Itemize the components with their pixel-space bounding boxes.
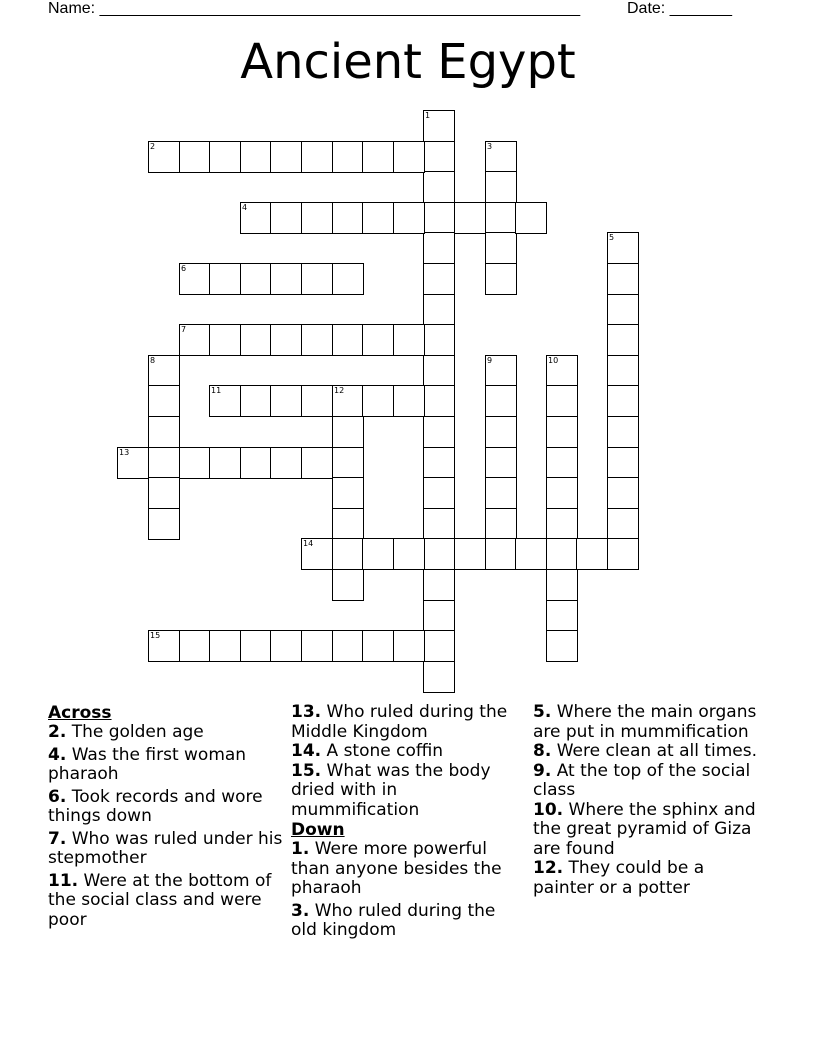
grid-cell[interactable] [179, 447, 211, 479]
clue-column-3 [533, 703, 768, 898]
grid-cell[interactable] [546, 600, 578, 632]
clue-down-8: 8. Were clean at all times. [533, 741, 758, 761]
grid-cell[interactable] [423, 232, 455, 264]
date-field-label: Date: _______ [627, 0, 732, 17]
grid-cell[interactable] [607, 416, 639, 448]
grid-cell[interactable] [423, 263, 455, 295]
clue-number: 14 [303, 539, 314, 548]
page-title: Ancient Egypt [240, 34, 576, 90]
grid-cell[interactable] [546, 538, 578, 570]
grid-cell[interactable] [362, 141, 394, 173]
grid-cell[interactable] [485, 477, 517, 509]
grid-cell[interactable] [485, 385, 517, 417]
clue-across-11: 11. Were at the bottom of the social class and were poor [48, 870, 272, 930]
grid-cell[interactable] [546, 385, 578, 417]
clue-number: 1 [425, 111, 431, 120]
grid-cell[interactable] [240, 324, 272, 356]
grid-cell[interactable] [423, 477, 455, 509]
grid-cell[interactable] [362, 202, 394, 234]
grid-cell[interactable] [393, 202, 425, 234]
clue-number: 10 [548, 356, 559, 365]
grid-cell[interactable] [423, 324, 455, 356]
clue-down-3: 3. Who ruled during the old kingdom [291, 900, 496, 940]
grid-cell[interactable] [485, 202, 517, 234]
grid-cell[interactable] [485, 141, 517, 173]
grid-cell[interactable] [393, 141, 425, 173]
grid-cell[interactable] [454, 202, 486, 234]
grid-cell[interactable] [332, 477, 364, 509]
clue-number: 8 [150, 356, 156, 365]
grid-cell[interactable] [546, 569, 578, 601]
grid-cell[interactable] [607, 232, 639, 264]
grid-cell[interactable] [393, 385, 425, 417]
grid-cell[interactable] [485, 232, 517, 264]
grid-cell[interactable] [301, 324, 333, 356]
grid-cell[interactable] [270, 385, 302, 417]
clue-number: 13 [119, 448, 130, 457]
clue-down-12: 12. They could be a painter or a potter [533, 858, 705, 898]
name-field-label: Name: ______________________________________________________ [48, 0, 581, 17]
clue-number: 11 [211, 386, 222, 395]
clue-column-2 [291, 703, 526, 944]
grid-cell[interactable] [301, 202, 333, 234]
grid-cell[interactable] [423, 294, 455, 326]
grid-cell[interactable] [179, 630, 211, 662]
grid-cell[interactable] [423, 661, 455, 693]
grid-cell[interactable] [332, 324, 364, 356]
clue-number: 12 [334, 386, 345, 395]
grid-cell[interactable] [332, 263, 364, 295]
grid-cell[interactable] [209, 141, 241, 173]
grid-cell[interactable] [423, 171, 455, 203]
grid-cell[interactable] [607, 355, 639, 387]
grid-cell[interactable] [240, 630, 272, 662]
grid-cell[interactable] [485, 447, 517, 479]
grid-cell[interactable] [301, 141, 333, 173]
clue-number: 7 [181, 325, 187, 334]
clue-number: 4 [242, 203, 248, 212]
grid-cell[interactable] [423, 202, 455, 234]
grid-cell[interactable] [148, 355, 180, 387]
grid-cell[interactable] [117, 447, 149, 479]
clue-column-1 [48, 703, 283, 933]
grid-cell[interactable] [362, 324, 394, 356]
grid-cell[interactable] [423, 355, 455, 387]
grid-cell[interactable] [179, 263, 211, 295]
clue-down-10: 10. Where the sphinx and the great pyramid of Giza are found [533, 799, 756, 859]
clue-across-6: 6. Took records and wore things down [48, 786, 263, 826]
grid-cell[interactable] [301, 385, 333, 417]
grid-cell[interactable] [362, 630, 394, 662]
grid-cell[interactable] [546, 416, 578, 448]
grid-cell[interactable] [179, 324, 211, 356]
grid-cell[interactable] [209, 385, 241, 417]
grid-cell[interactable] [209, 447, 241, 479]
grid-cell[interactable] [607, 447, 639, 479]
grid-cell[interactable] [546, 477, 578, 509]
grid-cell[interactable] [270, 324, 302, 356]
grid-cell[interactable] [209, 263, 241, 295]
clue-down-5: 5. Where the main organs are put in mummification [533, 702, 757, 742]
grid-cell[interactable] [607, 294, 639, 326]
grid-cell[interactable] [423, 447, 455, 479]
grid-cell[interactable] [607, 538, 639, 570]
grid-cell[interactable] [148, 477, 180, 509]
down-heading: Down [291, 820, 345, 840]
grid-cell[interactable] [270, 202, 302, 234]
grid-cell[interactable] [393, 538, 425, 570]
clue-number: 2 [150, 142, 156, 151]
grid-cell[interactable] [148, 416, 180, 448]
grid-cell[interactable] [301, 630, 333, 662]
grid-cell[interactable] [515, 538, 547, 570]
clue-across-15: 15. What was the body dried with in mummification [291, 760, 491, 820]
grid-cell[interactable] [332, 141, 364, 173]
grid-cell[interactable] [607, 508, 639, 540]
grid-cell[interactable] [423, 508, 455, 540]
grid-cell[interactable] [515, 202, 547, 234]
grid-cell[interactable] [546, 508, 578, 540]
grid-cell[interactable] [240, 263, 272, 295]
grid-cell[interactable] [270, 263, 302, 295]
clue-number: 6 [181, 264, 187, 273]
grid-cell[interactable] [301, 538, 333, 570]
grid-cell[interactable] [240, 202, 272, 234]
grid-cell[interactable] [607, 324, 639, 356]
grid-cell[interactable] [423, 110, 455, 142]
grid-cell[interactable] [270, 630, 302, 662]
grid-cell[interactable] [607, 263, 639, 295]
grid-cell[interactable] [240, 141, 272, 173]
grid-cell[interactable] [362, 538, 394, 570]
grid-cell[interactable] [148, 385, 180, 417]
grid-cell[interactable] [546, 630, 578, 662]
grid-cell[interactable] [485, 355, 517, 387]
grid-cell[interactable] [148, 447, 180, 479]
grid-cell[interactable] [332, 416, 364, 448]
grid-cell[interactable] [546, 355, 578, 387]
grid-cell[interactable] [423, 538, 455, 570]
grid-cell[interactable] [423, 630, 455, 662]
grid-cell[interactable] [301, 263, 333, 295]
grid-cell[interactable] [362, 385, 394, 417]
clue-across-4: 4. Was the first woman pharaoh [48, 744, 247, 784]
grid-cell[interactable] [270, 141, 302, 173]
grid-cell[interactable] [485, 171, 517, 203]
clue-across-2: 2. The golden age [48, 722, 204, 742]
clue-across-13: 13. Who ruled during the Middle Kingdom [291, 702, 508, 742]
grid-cell[interactable] [209, 324, 241, 356]
grid-cell[interactable] [576, 538, 608, 570]
grid-cell[interactable] [148, 630, 180, 662]
grid-cell[interactable] [240, 385, 272, 417]
grid-cell[interactable] [332, 202, 364, 234]
grid-cell[interactable] [240, 447, 272, 479]
grid-cell[interactable] [546, 447, 578, 479]
clue-across-14: 14. A stone coffin [291, 741, 444, 761]
grid-cell[interactable] [148, 141, 180, 173]
grid-cell[interactable] [607, 385, 639, 417]
grid-cell[interactable] [179, 141, 211, 173]
grid-cell[interactable] [454, 538, 486, 570]
across-heading: Across [48, 703, 112, 723]
grid-cell[interactable] [423, 416, 455, 448]
grid-cell[interactable] [332, 508, 364, 540]
grid-cell[interactable] [423, 141, 455, 173]
grid-cell[interactable] [301, 447, 333, 479]
grid-cell[interactable] [209, 630, 241, 662]
grid-cell[interactable] [332, 447, 364, 479]
grid-cell[interactable] [393, 630, 425, 662]
grid-cell[interactable] [332, 538, 364, 570]
grid-cell[interactable] [423, 569, 455, 601]
clue-across-7: 7. Who was ruled under his stepmother [48, 828, 283, 868]
grid-cell[interactable] [270, 447, 302, 479]
grid-cell[interactable] [485, 538, 517, 570]
grid-cell[interactable] [332, 630, 364, 662]
clue-number: 5 [609, 233, 615, 242]
clue-number: 9 [487, 356, 493, 365]
grid-cell[interactable] [393, 324, 425, 356]
grid-cell[interactable] [423, 600, 455, 632]
clue-number: 15 [150, 631, 161, 640]
grid-cell[interactable] [485, 263, 517, 295]
grid-cell[interactable] [485, 508, 517, 540]
grid-cell[interactable] [148, 508, 180, 540]
clue-number: 3 [487, 142, 493, 151]
grid-cell[interactable] [485, 416, 517, 448]
grid-cell[interactable] [423, 385, 455, 417]
grid-cell[interactable] [332, 569, 364, 601]
clue-down-1: 1. Were more powerful than anyone besides the pharaoh [291, 839, 502, 898]
clue-down-9: 9. At the top of the social class [533, 760, 751, 800]
grid-cell[interactable] [332, 385, 364, 417]
grid-cell[interactable] [607, 477, 639, 509]
